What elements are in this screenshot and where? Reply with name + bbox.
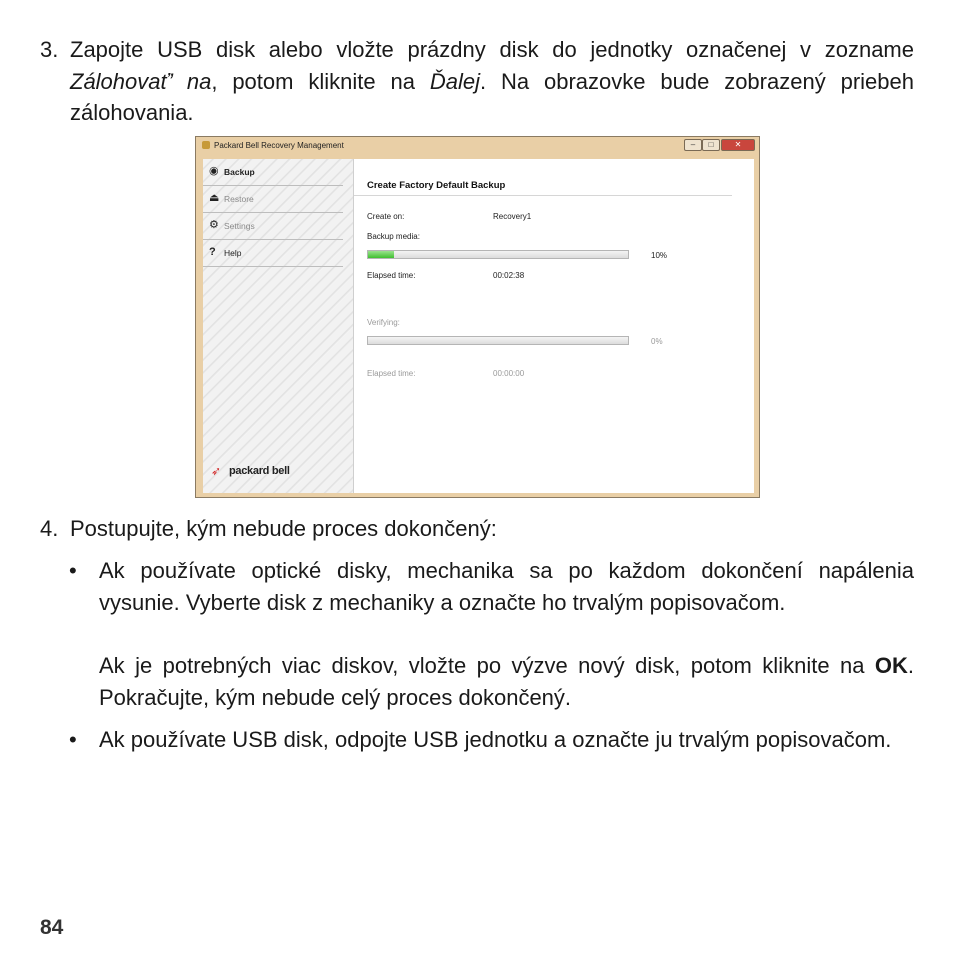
elapsed-time-value-2: 00:00:00 xyxy=(493,369,525,378)
elapsed-time-label: Elapsed time: xyxy=(367,271,416,280)
elapsed-time-label-2: Elapsed time: xyxy=(367,369,416,378)
sidebar-item-label: Backup xyxy=(224,167,255,177)
title-divider xyxy=(354,195,732,196)
main-panel xyxy=(354,159,754,493)
step-4-number: 4. xyxy=(40,516,59,541)
step-4-text: Postupujte, kým nebude proces dokončený: xyxy=(70,516,497,541)
packard-bell-logo: packard bell xyxy=(229,465,290,477)
recovery-window xyxy=(195,136,760,498)
sidebar-item-help[interactable] xyxy=(203,240,343,267)
verify-progress-bar xyxy=(367,336,629,345)
verify-progress-percent: 0% xyxy=(651,337,663,346)
create-on-value: Recovery1 xyxy=(493,212,532,221)
step-3-number: 3. xyxy=(40,37,59,62)
bullet-1-marker: • xyxy=(69,558,77,583)
bullet-1-paragraph-2: Ak je potrebných viac diskov, vložte po výzve nový disk, potom kliknite na OK. Pokračujte, kým nebude celý proces dokončený. xyxy=(99,653,914,710)
backup-progress-fill xyxy=(368,251,394,258)
gear-icon: ⚙ xyxy=(209,219,219,231)
sidebar-item-restore[interactable] xyxy=(203,186,343,213)
window-title: Packard Bell Recovery Management xyxy=(214,141,344,150)
backup-media-label: Backup media: xyxy=(367,232,420,241)
app-icon xyxy=(202,141,210,149)
sidebar-item-label: Settings xyxy=(224,221,255,231)
question-icon: ? xyxy=(209,246,216,258)
elapsed-time-value: 00:02:38 xyxy=(493,271,525,280)
sidebar-item-label: Help xyxy=(224,248,242,258)
page-number: 84 xyxy=(40,916,64,939)
verifying-label: Verifying: xyxy=(367,318,400,327)
backup-progress-bar xyxy=(367,250,629,259)
bullet-2-marker: • xyxy=(69,727,77,752)
panel-title: Create Factory Default Backup xyxy=(367,180,506,191)
sidebar-item-backup[interactable] xyxy=(203,159,343,186)
step-3-text: Zapojte USB disk alebo vložte prázdny disk do jednotky označenej v zozname Zálohovať’ na, potom kliknite na Ďalej. Na obrazovke bude zobrazený priebeh zálohovania. xyxy=(70,37,914,125)
sidebar-item-label: Restore xyxy=(224,194,254,204)
bullet-1-paragraph-1: Ak používate optické disky, mechanika sa po každom dokončení napálenia vysunie. Vyberte disk z mechaniky a označte ho trvalým popisovačom. xyxy=(99,558,914,615)
minimize-button[interactable]: – xyxy=(684,139,702,151)
disc-icon: ◉ xyxy=(209,165,219,177)
eject-icon: ⏏ xyxy=(209,192,220,204)
sidebar-item-settings[interactable] xyxy=(203,213,343,240)
sidebar xyxy=(203,159,354,493)
maximize-button[interactable]: □ xyxy=(702,139,720,151)
close-button[interactable]: ✕ xyxy=(721,139,755,151)
backup-progress-percent: 10% xyxy=(651,251,668,260)
bullet-2-paragraph: Ak používate USB disk, odpojte USB jednotku a označte ju trvalým popisovačom. xyxy=(99,727,892,752)
create-on-label: Create on: xyxy=(367,212,405,221)
packard-bell-logo-icon: ➶ xyxy=(211,464,222,478)
